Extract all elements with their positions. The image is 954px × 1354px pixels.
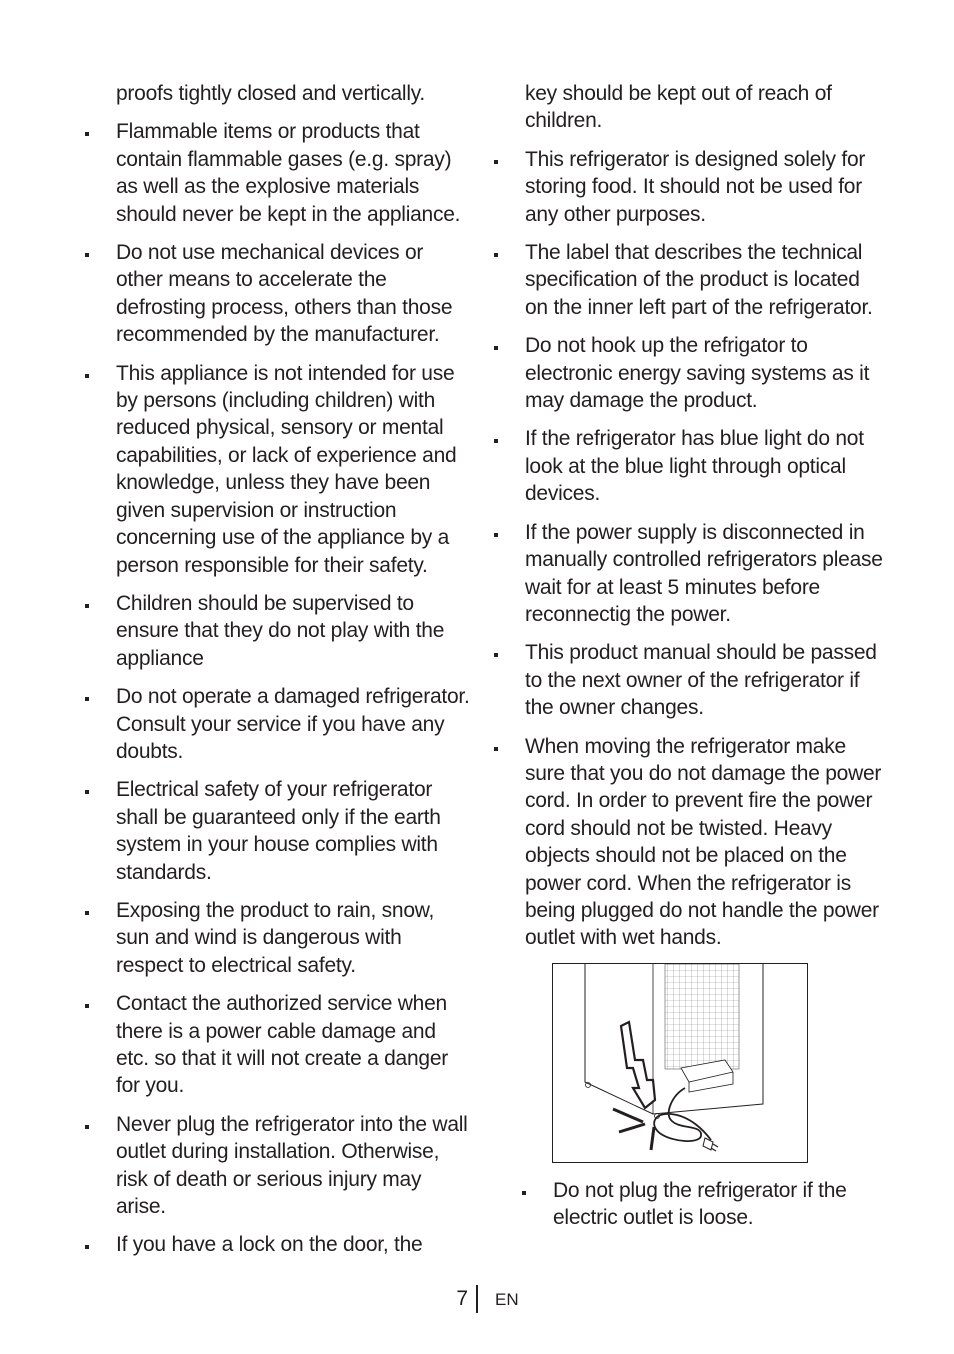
list-item-text: This appliance is not intended for use by persons (including children) with reduced physical, sensory or mental capabilities, or lack of experience and knowledge, unless they have been given supervision or instruction concerning use of the appliance by a person responsible for their safety.	[116, 361, 457, 577]
list-item-text: Exposing the product to rain, snow, sun and wind is dangerous with respect to electrical safety.	[116, 898, 435, 977]
list-item-text: The label that describes the technical specification of the product is located on the inner left part of the refrigerator.	[525, 241, 873, 319]
power-cord-illustration	[552, 963, 808, 1163]
bullet-icon	[85, 697, 89, 701]
bullet-icon	[494, 160, 498, 164]
bullet-icon	[85, 132, 89, 136]
list-item	[80, 239, 470, 349]
list-item-text: Do not use mechanical devices or other means to accelerate the defrosting process, others than those recommended by the manufacturer.	[116, 241, 453, 347]
list-item	[489, 146, 884, 228]
list-item-text: If the refrigerator has blue light do not look at the blue light through optical devices.	[525, 427, 864, 506]
list-item	[80, 118, 470, 228]
list-item	[489, 425, 884, 507]
bullet-icon	[85, 1245, 89, 1249]
bullet-icon	[85, 374, 89, 378]
list-item-text: Never plug the refrigerator into the wall outlet during installation. Otherwise, risk of death or serious injury may arise.	[116, 1112, 468, 1219]
list-item	[80, 776, 470, 886]
list-item	[80, 360, 470, 579]
list-item-text: Electrical safety of your refrigerator shall be guaranteed only if the earth system in your house complies with standards.	[116, 778, 441, 884]
continuation-text: proofs tightly closed and vertically.	[116, 82, 426, 105]
list-item-text: Do not hook up the refrigator to electronic energy saving systems as it may damage the product.	[525, 334, 870, 413]
list-item	[489, 733, 884, 952]
bullet-icon	[85, 1125, 89, 1129]
continuation-text: key should be kept out of reach of children.	[525, 82, 832, 133]
bullet-icon	[494, 439, 498, 443]
page-footer	[0, 1285, 954, 1315]
bullet-icon	[494, 653, 498, 657]
left-column	[80, 80, 470, 1270]
bullet-icon	[85, 790, 89, 794]
list-item-text: Do not operate a damaged refrigerator. Consult your service if you have any doubts.	[116, 685, 470, 763]
right-column	[489, 80, 884, 1243]
refrigerator-back-drawing	[553, 964, 807, 1162]
list-item-text: Flammable items or products that contain flammable gases (e.g. spray) as well as the explosive materials should never be kept in the appliance.	[116, 120, 461, 226]
language-code: EN	[495, 1290, 519, 1309]
bullet-icon	[522, 1191, 526, 1195]
list-item	[80, 1111, 470, 1221]
list-item	[80, 990, 470, 1100]
bullet-icon	[494, 346, 498, 350]
page-number: 7	[456, 1287, 468, 1310]
list-item-text: When moving the refrigerator make sure that you do not damage the power cord. In order to prevent fire the power cord should not be twisted. Heavy objects should not be placed on the power cord. When the refrigerator is being plugged do not handle the power outlet with wet hands.	[525, 734, 882, 950]
bullet-icon	[494, 747, 498, 751]
list-item-text: If the power supply is disconnected in manually controlled refrigerators please wait for at least 5 minutes before reconnectig the power.	[525, 520, 883, 626]
bullet-icon	[85, 911, 89, 915]
footer-divider	[476, 1285, 478, 1313]
list-item	[489, 519, 884, 629]
bullet-icon	[85, 1004, 89, 1008]
list-item	[80, 590, 470, 672]
bullet-icon	[494, 533, 498, 537]
list-item-text: This refrigerator is designed solely for storing food. It should not be used for any other purposes.	[525, 147, 866, 226]
bullet-icon	[494, 253, 498, 257]
list-item-text: Contact the authorized service when there is a power cable damage and etc. so that it will not create a danger for you.	[116, 992, 449, 1098]
list-item	[489, 332, 884, 414]
list-item-text: If you have a lock on the door, the	[116, 1233, 423, 1257]
list-item	[80, 683, 470, 765]
bullet-icon	[85, 253, 89, 257]
list-item-text: Do not plug the refrigerator if the electric outlet is loose.	[553, 1178, 847, 1230]
list-item	[489, 239, 884, 321]
list-item-text: Children should be supervised to ensure that they do not play with the appliance	[116, 591, 445, 670]
list-item-text: This product manual should be passed to the next owner of the refrigerator if the owner changes.	[525, 641, 877, 720]
list-item	[517, 1177, 884, 1232]
list-item	[80, 1231, 470, 1258]
list-item	[489, 639, 884, 721]
bullet-icon	[85, 604, 89, 608]
list-item	[80, 897, 470, 979]
